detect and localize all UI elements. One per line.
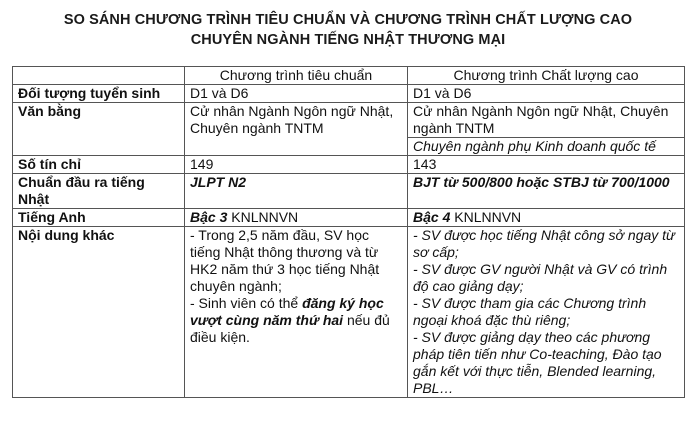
header-high-quality-program: Chương trình Chất lượng cao bbox=[408, 67, 685, 85]
english-standard-framework: KNLNNVN bbox=[227, 209, 299, 225]
other-high-item-2: - SV được GV người Nhật và GV có trình độ cao giảng dạy; bbox=[413, 261, 668, 294]
document-title-line-1: SO SÁNH CHƯƠNG TRÌNH TIÊU CHUẨN VÀ CHƯƠNG TRÌNH CHẤT LƯỢNG CAO bbox=[63, 12, 633, 28]
other-high-item-4: - SV được giảng dạy theo các phương pháp tiên tiến như Co-teaching, Đào tạo gắn kết với thực tiễn, Blended learning, PBL… bbox=[413, 329, 662, 396]
other-content-standard bbox=[185, 227, 408, 398]
credits-high: 143 bbox=[408, 156, 685, 174]
table-row bbox=[13, 103, 685, 138]
table-header-row bbox=[13, 67, 685, 85]
row-label-degree: Văn bằng bbox=[13, 103, 185, 156]
credits-standard: 149 bbox=[185, 156, 408, 174]
degree-high-minor: Chuyên ngành phụ Kinh doanh quốc tế bbox=[408, 138, 685, 156]
row-label-admission: Đối tượng tuyển sinh bbox=[13, 85, 185, 103]
row-label-credits: Số tín chỉ bbox=[13, 156, 185, 174]
other-standard-item-1: - Trong 2,5 năm đầu, SV học tiếng Nhật thông thương và từ HK2 năm thứ 3 học tiếng Nhật chuyên ngành; bbox=[190, 227, 380, 294]
english-high-level: Bậc 4 bbox=[413, 209, 451, 225]
other-high-item-3: - SV được tham gia các Chương trình ngoại khoá đặc thù riêng; bbox=[413, 295, 647, 328]
table-row bbox=[13, 85, 685, 103]
table-row bbox=[13, 209, 685, 227]
header-empty-cell bbox=[13, 67, 185, 85]
table-row bbox=[13, 174, 685, 209]
row-label-japanese-output: Chuẩn đầu ra tiếng Nhật bbox=[13, 174, 185, 209]
english-standard-level: Bậc 3 bbox=[190, 209, 228, 225]
degree-high: Cử nhân Ngành Ngôn ngữ Nhật, Chuyên ngành TNTM bbox=[408, 103, 685, 138]
document-title-line-2: CHUYÊN NGÀNH TIẾNG NHẬT THƯƠNG MẠI bbox=[190, 32, 506, 48]
table-row bbox=[13, 227, 685, 398]
other-content-high bbox=[408, 227, 685, 398]
degree-standard: Cử nhân Ngành Ngôn ngữ Nhật, Chuyên ngành TNTM bbox=[185, 103, 408, 156]
other-standard-item-2 bbox=[190, 295, 402, 346]
comparison-table bbox=[12, 66, 685, 398]
other-high-item-1: - SV được học tiếng Nhật công sở ngay từ sơ cấp; bbox=[413, 227, 675, 260]
row-label-other-content: Nội dung khác bbox=[13, 227, 185, 398]
table-row bbox=[13, 156, 685, 174]
row-label-english: Tiếng Anh bbox=[13, 209, 185, 227]
english-standard bbox=[185, 209, 408, 227]
header-standard-program: Chương trình tiêu chuẩn bbox=[185, 67, 408, 85]
admission-standard: D1 và D6 bbox=[185, 85, 408, 103]
english-high bbox=[408, 209, 685, 227]
english-high-framework: KNLNNVN bbox=[450, 209, 522, 225]
japanese-output-standard: JLPT N2 bbox=[185, 174, 408, 209]
japanese-output-high: BJT từ 500/800 hoặc STBJ từ 700/1000 bbox=[408, 174, 685, 209]
other-standard-item-2-emphasis: đăng ký học vượt cùng năm thứ hai bbox=[190, 295, 384, 328]
other-standard-item-2-prefix: - Sinh viên có thể bbox=[190, 295, 303, 311]
other-standard-item-2-suffix: nếu đủ điều kiện. bbox=[190, 312, 390, 345]
admission-high: D1 và D6 bbox=[408, 85, 685, 103]
